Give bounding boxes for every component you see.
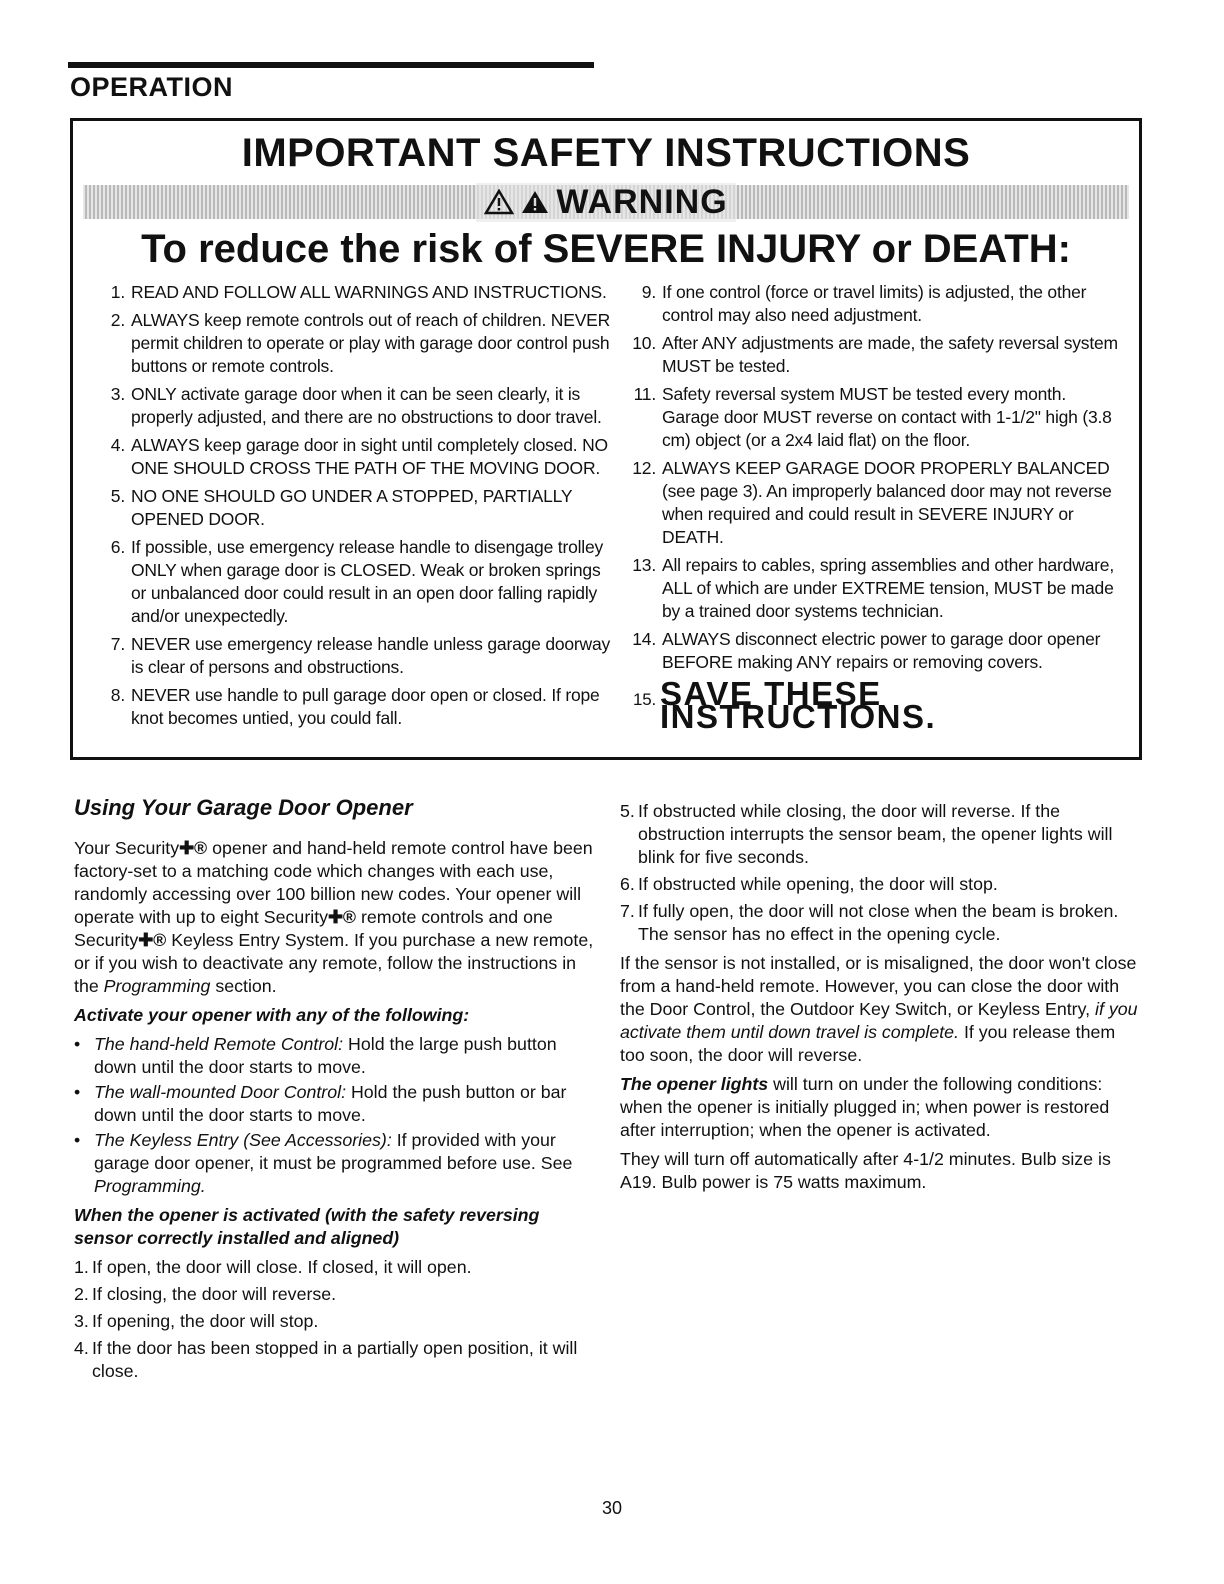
list-item: 7. If fully open, the door will not close when the beam is broken. The sensor has no effect in the opening cycle. xyxy=(620,901,1119,944)
warning-word: WARNING xyxy=(556,182,728,221)
warning-item: 12. ALWAYS KEEP GARAGE DOOR PROPERLY BALANCED (see page 3). An improperly balanced door may not reverse when required and could result in SEVERE INJURY or DEATH. xyxy=(632,458,1112,547)
warning-item: 1. READ AND FOLLOW ALL WARNINGS AND INSTRUCTIONS. xyxy=(110,282,607,302)
list-item: 3. If opening, the door will stop. xyxy=(74,1311,319,1331)
warning-item: 8. NEVER use handle to pull garage door open or closed. If rope knot becomes untied, you could fall. xyxy=(110,685,600,728)
list-item: 2. If closing, the door will reverse. xyxy=(74,1284,337,1304)
warning-item: 3. ONLY activate garage door when it can be seen clearly, it is properly adjusted, and there are no obstructions to door travel. xyxy=(110,384,602,427)
warning-item: 10. After ANY adjustments are made, the safety reversal system MUST be tested. xyxy=(632,333,1118,376)
warning-item: 5. NO ONE SHOULD GO UNDER A STOPPED, PARTIALLY OPENED DOOR. xyxy=(110,486,573,529)
steps-right-list xyxy=(620,800,1140,946)
intro-paragraph: Your Security✚® opener and hand-held remote control have been factory-set to a matching code which changes with each use, randomly accessing over 100 billion new codes. Your opener will operate with up to eight Security✚® remote controls and one Security✚® Keyless Entry System. If you purchase a new remote, or if you wish to deactivate any remote, follow the instructions in the Programming section. xyxy=(74,838,594,996)
activate-list xyxy=(74,1033,602,1198)
steps-left-list xyxy=(74,1256,602,1383)
warnings-left-column xyxy=(99,281,619,735)
list-item: 1. If open, the door will close. If closed, it will open. xyxy=(74,1257,472,1277)
safety-box xyxy=(70,118,1142,760)
risk-line: To reduce the risk of SEVERE INJURY or DEATH: xyxy=(141,227,1071,271)
warning-solid-icon xyxy=(520,189,550,215)
activate-heading: Activate your opener with any of the following: xyxy=(74,1005,470,1025)
activated-heading: When the opener is activated (with the safety reversing sensor correctly installed and aligned) xyxy=(74,1205,540,1248)
warning-item: 2. ALWAYS keep remote controls out of reach of children. NEVER permit children to operate or play with garage door control push buttons or remote controls. xyxy=(110,310,611,376)
section-title: OPERATION xyxy=(70,72,234,102)
warning-item: 11. Safety reversal system MUST be tested every month. Garage door MUST reverse on contact with 1-1/2" high (3.8 cm) object (or a 2x4 laid flat) on the floor. xyxy=(633,384,1112,450)
list-item: 6. If obstructed while opening, the door will stop. xyxy=(620,874,998,894)
warning-item: 4. ALWAYS keep garage door in sight until completely closed. NO ONE SHOULD CROSS THE PATH OF THE MOVING DOOR. xyxy=(110,435,608,478)
lights-paragraph: The opener lights will turn on under the following conditions: when the opener is initially plugged in; when power is restored after interruption; when the opener is activated. xyxy=(620,1074,1110,1140)
warning-outline-icon xyxy=(484,189,514,215)
warning-item: 6. If possible, use emergency release handle to disengage trolley ONLY when garage door is CLOSED. Weak or broken springs or unbalanced door could result in an open door falling rapidly and/or unexpectedly. xyxy=(110,537,604,626)
warning-item: 7. NEVER use emergency release handle unless garage doorway is clear of persons and obstructions. xyxy=(110,634,611,677)
warning-band xyxy=(83,182,1129,221)
warning-item: 9. If one control (force or travel limits) is adjusted, the other control may also need adjustment. xyxy=(641,282,1087,325)
list-item: • The hand-held Remote Control: Hold the large push button down until the door starts to move. xyxy=(74,1034,557,1077)
warning-item: 13. All repairs to cables, spring assemblies and other hardware, ALL of which are under EXTREME tension, MUST be made by a trained door systems technician. xyxy=(632,555,1114,621)
sensor-paragraph: If the sensor is not installed, or is misaligned, the door won't close from a hand-held remote. However, you can close the door with the Door Control, the Outdoor Key Switch, or Keyless Entry, if you activate them until down travel is complete. If you release them too soon, the door will reverse. xyxy=(620,953,1138,1065)
safety-title: IMPORTANT SAFETY INSTRUCTIONS xyxy=(241,131,971,175)
warning-item: 14. ALWAYS disconnect electric power to garage door opener BEFORE making ANY repairs or removing covers. xyxy=(632,629,1101,672)
bulb-paragraph: They will turn off automatically after 4-1/2 minutes. Bulb size is A19. Bulb power is 75 watts maximum. xyxy=(620,1149,1111,1192)
using-left-column xyxy=(74,796,602,1387)
list-item: • The Keyless Entry (See Accessories): If provided with your garage door opener, it must be programmed before use. See Programming. xyxy=(74,1130,573,1196)
using-heading: Using Your Garage Door Opener xyxy=(74,795,413,820)
warnings-right-column xyxy=(624,281,1124,735)
top-rule xyxy=(68,62,594,68)
using-right-column xyxy=(620,800,1140,1200)
list-item: • The wall-mounted Door Control: Hold the push button or bar down until the door starts to move. xyxy=(74,1082,567,1125)
list-item: 5. If obstructed while closing, the door will reverse. If the obstruction interrupts the sensor beam, the opener lights will blink for five seconds. xyxy=(620,801,1113,867)
page-number: 30 xyxy=(601,1498,623,1518)
list-item: 4. If the door has been stopped in a partially open position, it will close. xyxy=(74,1338,578,1381)
save-instructions: 15. SAVE THESE INSTRUCTIONS. xyxy=(632,675,937,735)
